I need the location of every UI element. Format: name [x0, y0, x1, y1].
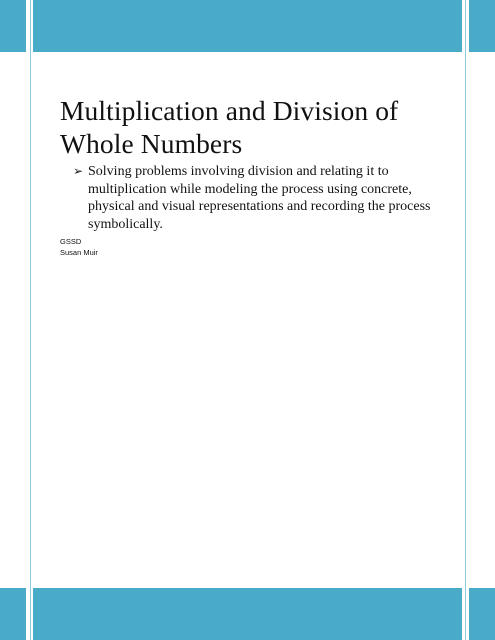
bottom-band-left — [0, 588, 26, 640]
top-band-center — [33, 0, 462, 52]
arrowhead-right-icon: ➢ — [73, 164, 84, 178]
bullet-text: Solving problems involving division and relating it to multiplication while modeling the process using concrete, physical and visual representations and recording the process symbolically. — [88, 164, 431, 232]
document-content — [60, 94, 460, 258]
organization-label: GSSD — [60, 237, 82, 246]
bottom-band-right — [469, 588, 495, 640]
top-band-right — [469, 0, 495, 52]
author-label: Susan Muir — [60, 248, 98, 257]
document-title: Multiplication and Division of Whole Numbers — [60, 95, 399, 159]
bullet-item — [73, 163, 460, 233]
top-band-left — [0, 0, 26, 52]
right-vertical-rule — [465, 0, 466, 640]
bottom-band-center — [33, 588, 462, 640]
left-vertical-rule — [30, 0, 31, 640]
